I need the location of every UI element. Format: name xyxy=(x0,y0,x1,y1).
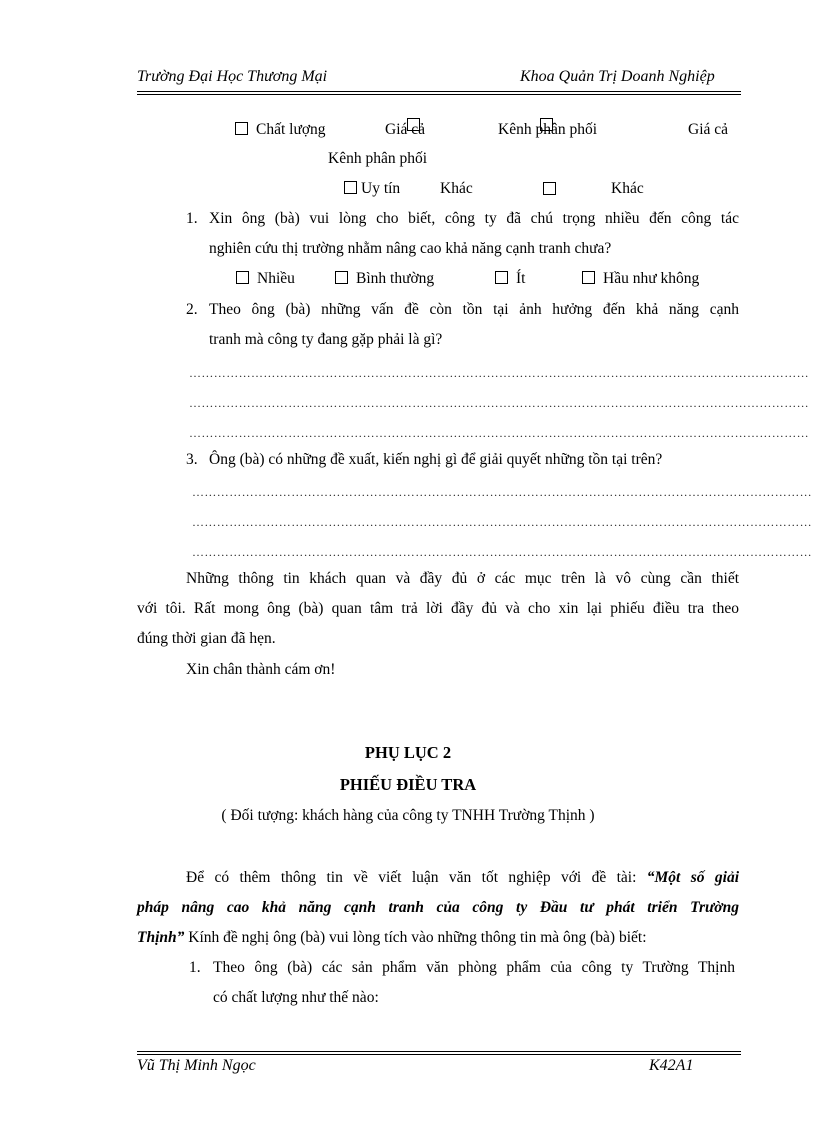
closing-line1: Những thông tin khách quan và đầy đủ ở các mục trên là vô cùng cần thiết xyxy=(186,570,739,587)
q3-number: 3. xyxy=(186,451,198,468)
new-q1-number: 1. xyxy=(189,959,201,976)
checkbox-icon xyxy=(344,181,357,194)
checkbox-icon xyxy=(407,118,420,131)
appendix-target: ( Đối tượng: khách hàng của công ty TNHH Trường Thịnh ) xyxy=(221,807,595,824)
option-kenh-phan-phoi-1: Kênh phân phối xyxy=(498,121,598,138)
header-rule-2 xyxy=(137,94,741,95)
intro-line1: Để có thêm thông tin về viết luận văn tốt nghiệp với đề tài: “Một số giải xyxy=(186,869,739,886)
answer-line: …………………………………………………………………………………………………………………………………… xyxy=(192,545,812,559)
option-uy-tin: Uy tín xyxy=(344,174,400,204)
footer-rule xyxy=(137,1051,741,1052)
closing-line2: với tôi. Rất mong ông (bà) quan tâm trả lời đầy đủ và cho xin lại phiếu điều tra theo xyxy=(137,600,739,617)
option-khac-1: Khác xyxy=(440,180,473,197)
new-q1-line2: có chất lượng như thế nào: xyxy=(213,989,379,1006)
intro-line2: pháp nâng cao khả năng cạnh tranh của công ty Đầu tư phát triển Trường xyxy=(137,899,739,916)
q1-line2: nghiên cứu thị trường nhằm nâng cao khả năng cạnh tranh chưa? xyxy=(209,240,612,257)
closing-thanks: Xin chân thành cám ơn! xyxy=(186,661,336,678)
appendix-subtitle: PHIẾU ĐIỀU TRA xyxy=(339,775,477,794)
q2-line1: Theo ông (bà) những vấn đề còn tồn tại ảnh hưởng đến khả năng cạnh xyxy=(209,301,739,318)
option-gia-ca-1: Giá cả xyxy=(385,121,426,138)
q2-number: 2. xyxy=(186,301,198,318)
q1-option-binh-thuong: Bình thường xyxy=(335,264,434,294)
q2-line2: tranh mà công ty đang gặp phải là gì? xyxy=(209,331,443,348)
option-gia-ca-2: Giá cả xyxy=(688,121,729,138)
q1-number: 1. xyxy=(186,210,198,227)
option-chat-luong: Chất lượng xyxy=(235,115,326,145)
checkbox-icon xyxy=(540,118,553,131)
checkbox-icon xyxy=(235,122,248,135)
appendix-title: PHỤ LỤC 2 xyxy=(364,743,452,762)
checkbox-icon xyxy=(236,271,249,284)
header-school: Trường Đại Học Thương Mại xyxy=(137,68,328,85)
q1-option-hau-nhu-khong: Hầu như không xyxy=(582,264,699,294)
checkbox-icon xyxy=(543,182,556,195)
answer-line: …………………………………………………………………………………………………………………………………… xyxy=(192,485,812,499)
checkbox-icon xyxy=(335,271,348,284)
header-faculty: Khoa Quản Trị Doanh Nghiệp xyxy=(520,68,715,85)
header-rule xyxy=(137,91,741,92)
answer-line: …………………………………………………………………………………………………………………………………… xyxy=(189,396,809,410)
footer-rule-2 xyxy=(137,1054,741,1055)
intro-line3: Thịnh” Kính đề nghị ông (bà) vui lòng tích vào những thông tin mà ông (bà) biết: xyxy=(137,929,647,946)
footer-author: Vũ Thị Minh Ngọc xyxy=(137,1057,256,1074)
checkbox-icon xyxy=(495,271,508,284)
q1-option-it: Ít xyxy=(495,264,525,294)
answer-line: …………………………………………………………………………………………………………………………………… xyxy=(192,515,812,529)
footer-class: K42A1 xyxy=(649,1057,694,1074)
closing-line3: đúng thời gian đã hẹn. xyxy=(137,630,276,647)
option-khac-2: Khác xyxy=(611,180,644,197)
q1-line1: Xin ông (bà) vui lòng cho biết, công ty đã chú trọng nhiều đến công tác xyxy=(209,210,739,227)
answer-line: …………………………………………………………………………………………………………………………………… xyxy=(189,366,809,380)
option-kenh-phan-phoi-2: Kênh phân phối xyxy=(328,150,428,167)
q1-option-nhieu: Nhiều xyxy=(236,264,295,294)
new-q1-line1: Theo ông (bà) các sản phẩm văn phòng phẩm của công ty Trường Thịnh xyxy=(213,959,735,976)
q3-line1: Ông (bà) có những đề xuất, kiến nghị gì để giải quyết những tồn tại trên? xyxy=(209,451,663,468)
answer-line: …………………………………………………………………………………………………………………………………… xyxy=(189,426,809,440)
checkbox-icon xyxy=(582,271,595,284)
